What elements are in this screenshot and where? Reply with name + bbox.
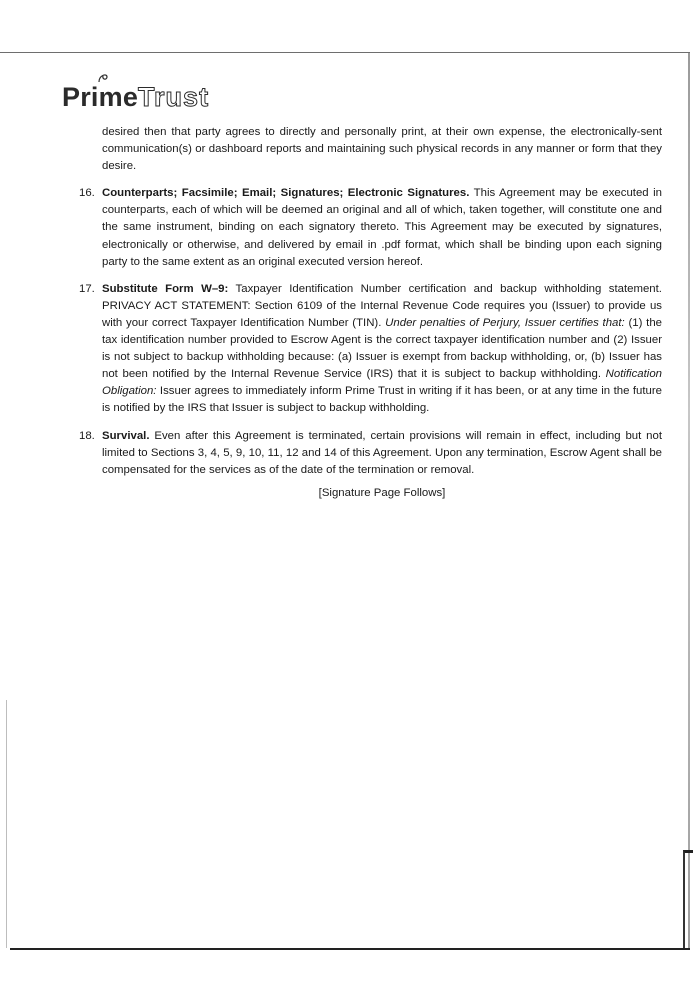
section-body: This Agreement may be executed in counterparts, each of which will be deemed an original and all of which, taken together, will constitute one and the same instrument, binding on each signatory thereto. This Agreement may be executed by signatures, electronically or otherwise, and delivered by email in .pdf format, which shall be binding upon each signing party to the same extent as an original executed version hereof.	[102, 187, 662, 268]
notification-obligation-label: Notification Obligation:	[102, 368, 662, 398]
section-text	[79, 185, 662, 270]
signature-page-note: [Signature Page Follows]	[318, 486, 446, 499]
scan-right-edge	[688, 53, 690, 948]
scan-left-edge	[6, 700, 7, 948]
section-body-part-b: (1) the tax identification number provided to Escrow Agent is the correct taxpayer identification number and (2) Issuer is not subject to backup withholding because: (a) Issuer is exempt from backup withholding, or, (b) Issuer has not been notified by the Internal Revenue Service (IRS) that it is subject to backup withholding.	[102, 316, 663, 381]
section-17	[79, 281, 662, 418]
section-18	[79, 428, 662, 479]
perjury-certification-label: Under penalties of Perjury, Issuer certifies that:	[385, 316, 625, 329]
section-heading: Substitute Form W–9:	[102, 282, 229, 295]
section-text	[79, 281, 662, 418]
section-body-part-c: Issuer agrees to immediately inform Prime Trust in writing if it has been, or at any time in the future is notified by the IRS that Issuer is subject to backup withholding.	[102, 385, 662, 415]
scan-top-border	[0, 52, 690, 53]
section-heading: Survival.	[102, 429, 150, 442]
section-body: Even after this Agreement is terminated, certain provisions will remain in effect, including but not limited to Sections 3, 4, 5, 9, 10, 11, 12 and 14 of this Agreement. Upon any termination, Escrow Agent shall be compensated for the services as of the date of the termination or removal.	[102, 429, 662, 476]
continuation-paragraph: desired then that party agrees to directly and personally print, at their own expense, the electronically-sent communication(s) or dashboard reports and maintaining such physical records in any manner or form that they desire.	[102, 126, 662, 173]
section-text	[79, 428, 662, 479]
section-16	[79, 185, 662, 270]
section-number: 18.	[79, 429, 95, 442]
scan-bottom-border	[10, 948, 690, 950]
logo-trust-text: Trust	[138, 82, 210, 112]
logo-prime-text: Prime	[62, 82, 139, 112]
prime-trust-logo	[62, 84, 209, 111]
section-number: 16.	[79, 187, 95, 200]
section-body-part-a: Taxpayer Identification Number certification and backup withholding statement. PRIVACY ACT STATEMENT: Section 6109 of the Internal Revenue Code requires you (Issuer) to provide us with your correct Taxpayer Identification Number (TIN).	[102, 282, 662, 329]
section-heading: Counterparts; Facsimile; Email; Signatures; Electronic Signatures.	[102, 187, 470, 200]
section-number: 17.	[79, 282, 95, 295]
scan-corner-mark	[683, 850, 693, 948]
agreement-body	[79, 124, 662, 502]
